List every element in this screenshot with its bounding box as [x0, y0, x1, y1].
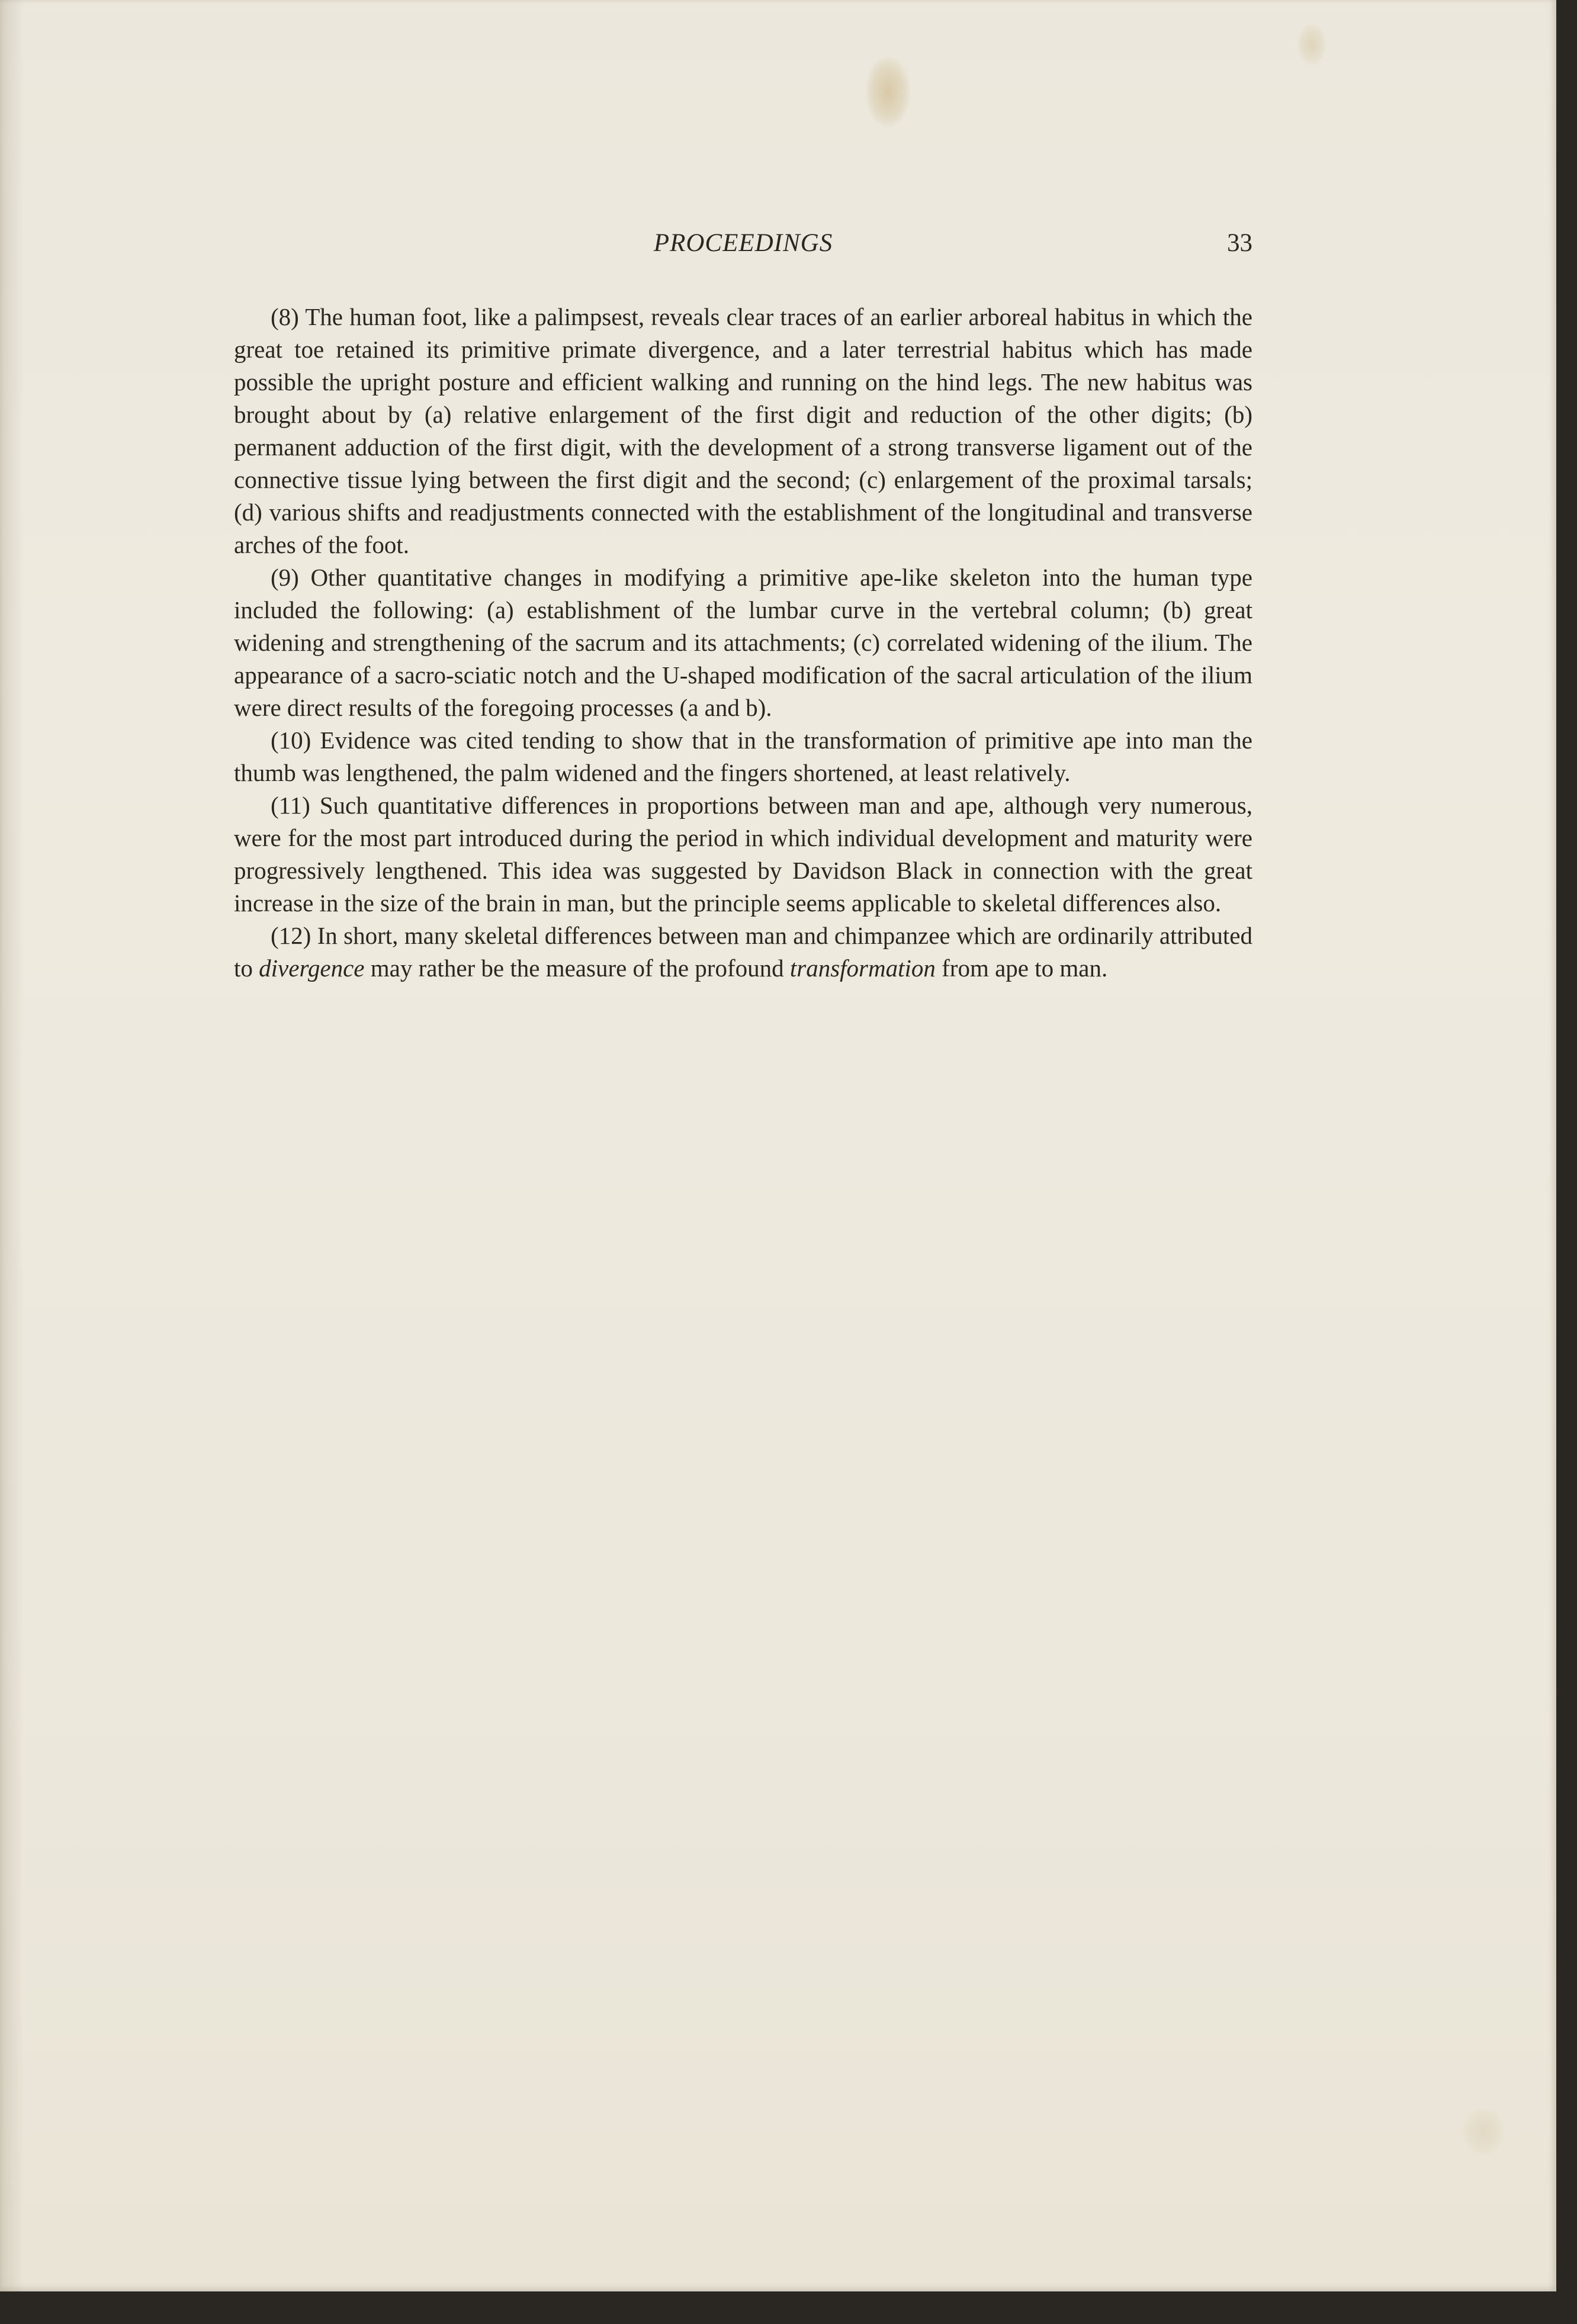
- paragraph-12: [234, 920, 1252, 985]
- page-edge-shadow: [0, 0, 24, 2291]
- paragraph-10: (10) Evidence was cited tending to show that in the transformation of primitive ape into man the thumb was lengthened, the palm widened and the fingers shortened, at least relatively.: [234, 727, 1252, 786]
- paragraph-12-text: (12) In short, many skeletal differences between man and chimpanzee which are ordinarily attributed to: [234, 922, 1252, 982]
- paragraph-8: (8) The human foot, like a palimpsest, reveals clear traces of an earlier arboreal habitus in which the great toe retained its primitive primate divergence, and a later terrestrial habitus which has made possible the upright posture and efficient walking and running on the hind legs. The new habitus was brought about by (a) relative enlargement of the first digit and reduction of the other digits; (b) permanent adduction of the first digit, with the development of a strong transverse ligament out of the connective tissue lying between the first digit and the second; (c) enlargement of the proximal tarsals; (d) various shifts and readjustments connected with the establishment of the longitudinal and transverse arches of the foot.: [234, 303, 1252, 558]
- paragraph-12-text: may rather be the measure of the profound: [364, 954, 790, 982]
- emphasis-divergence: divergence: [259, 954, 365, 982]
- paragraph-9: (9) Other quantitative changes in modifying a primitive ape-like skeleton into the human type included the following: (a) establishment of the lumbar curve in the vertebral column; (b) great widening and strengthening of the sacrum and its attachments; (c) correlated widening of the ilium. The appearance of a sacro-sciatic notch and the U-shaped modification of the sacral articulation of the ilium were direct results of the foregoing processes (a and b).: [234, 564, 1252, 721]
- body-text: [234, 301, 1252, 985]
- paper-stain: [866, 56, 910, 127]
- emphasis-transformation: transformation: [789, 954, 936, 982]
- paragraph-11: (11) Such quantitative differences in proportions between man and ape, although very numerous, were for the most part introduced during the period in which individual development and maturity were progressively lengthened. This idea was suggested by Davidson Black in connection with the great increase in the size of the brain in man, but the principle seems applicable to skeletal differences also.: [234, 792, 1252, 917]
- paper-stain: [1463, 2108, 1504, 2155]
- paragraph-12-text: from ape to man.: [935, 954, 1108, 982]
- running-title: PROCEEDINGS: [653, 229, 833, 257]
- page-header: [234, 229, 1252, 264]
- paper-stain: [1297, 24, 1327, 65]
- page-number: 33: [1227, 229, 1252, 257]
